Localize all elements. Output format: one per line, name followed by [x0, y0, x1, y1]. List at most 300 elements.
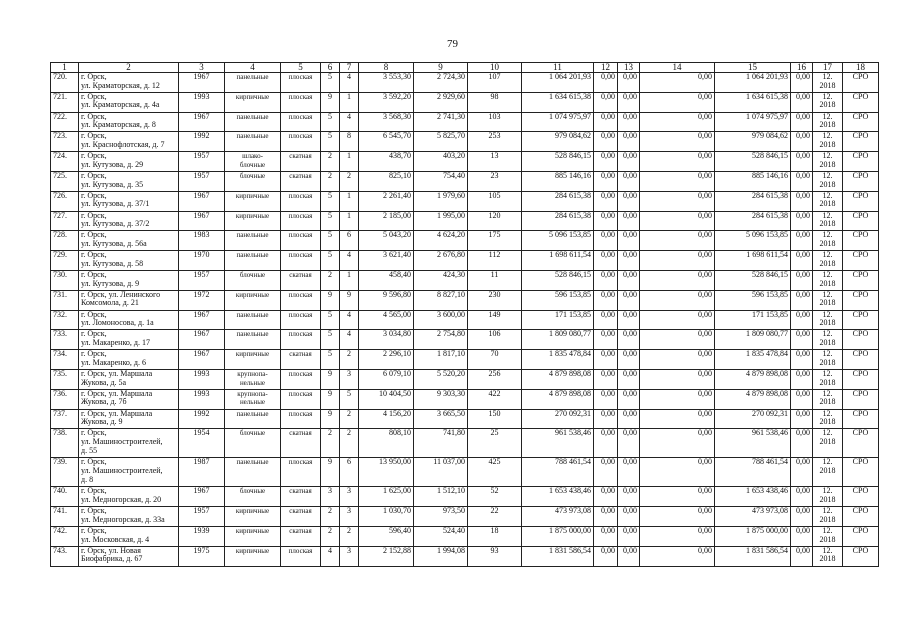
floors-cell: 5 — [321, 231, 340, 251]
table-row — [51, 171, 879, 191]
row-number: 725. — [51, 171, 79, 191]
cost-other-cell: 1 074 975,97 — [715, 112, 791, 132]
address-cell-line: г. Орск, — [81, 72, 107, 81]
amount-cell: 0,00 — [618, 507, 640, 527]
row-number: 727. — [51, 211, 79, 231]
period-cell-line: 2018 — [819, 397, 836, 407]
residents-cell: 22 — [468, 507, 522, 527]
wall-material-cell-line: кирпичные — [235, 211, 270, 220]
amount-cell: 0,00 — [618, 330, 640, 350]
address-cell-line: г. Орск, ул. Маршала — [81, 409, 153, 418]
cost-other-cell: 1 064 201,93 — [715, 73, 791, 93]
amount-cell: 0,00 — [640, 429, 715, 458]
table-row — [51, 112, 879, 132]
amount-cell: 0,00 — [791, 330, 813, 350]
total-area-cell: 1 030,70 — [359, 507, 414, 527]
column-number-row — [51, 63, 879, 73]
address-cell-line: г. Орск, — [81, 171, 107, 180]
cost-other-cell: 1 875 000,00 — [715, 526, 791, 546]
entrances-cell: 2 — [340, 526, 359, 546]
total-area-cell: 13 950,00 — [359, 458, 414, 487]
amount-cell: 0,00 — [618, 171, 640, 191]
amount-cell: 0,00 — [791, 546, 813, 566]
amount-cell: 0,00 — [594, 112, 618, 132]
period-cell-line: 12. — [822, 369, 833, 378]
cost-total-cell: 528 846,15 — [522, 152, 594, 172]
period-cell-line: 12. — [822, 389, 833, 398]
residents-cell: 18 — [468, 526, 522, 546]
floors-cell: 2 — [321, 171, 340, 191]
entrances-cell: 6 — [340, 231, 359, 251]
year-cell: 1957 — [179, 507, 225, 527]
total-area-cell: 10 404,50 — [359, 389, 414, 409]
roof-type-cell: плоская — [281, 112, 321, 132]
roof-type-cell: плоская — [281, 389, 321, 409]
address-cell-line: г. Орск, ул. Ленинского — [81, 290, 161, 299]
amount-cell: 0,00 — [791, 132, 813, 152]
cost-total-cell: 528 846,15 — [522, 270, 594, 290]
column-header: 16 — [791, 63, 813, 73]
period-cell — [813, 369, 843, 389]
floors-cell: 4 — [321, 546, 340, 566]
funding-source-cell: СРО — [843, 270, 879, 290]
amount-cell: 0,00 — [640, 526, 715, 546]
table-row — [51, 231, 879, 251]
amount-cell: 0,00 — [640, 290, 715, 310]
total-area-cell: 808,10 — [359, 429, 414, 458]
roof-type-cell: плоская — [281, 92, 321, 112]
address-cell-line: Комсомола, д. 21 — [81, 298, 139, 308]
amount-cell: 0,00 — [640, 409, 715, 429]
floors-cell: 5 — [321, 350, 340, 370]
period-cell — [813, 330, 843, 350]
wall-material-cell — [225, 191, 281, 211]
floors-cell: 2 — [321, 526, 340, 546]
address-cell-line: Жукова, д. 5а — [81, 377, 127, 387]
wall-material-cell-line: блочные — [239, 160, 266, 169]
column-header: 3 — [179, 63, 225, 73]
cost-total-cell: 171 153,85 — [522, 310, 594, 330]
period-cell-line: 2018 — [819, 436, 836, 446]
wall-material-cell-line: панельные — [236, 73, 269, 81]
row-number: 734. — [51, 350, 79, 370]
table-row — [51, 389, 879, 409]
address-cell-line: Жукова, д. 7б — [81, 397, 127, 407]
funding-source-cell: СРО — [843, 330, 879, 350]
year-cell: 1970 — [179, 251, 225, 271]
total-area-cell: 4 156,20 — [359, 409, 414, 429]
residents-cell: 103 — [468, 112, 522, 132]
address-cell — [79, 171, 179, 191]
total-area-cell: 2 261,40 — [359, 191, 414, 211]
period-cell — [813, 211, 843, 231]
row-number: 723. — [51, 132, 79, 152]
address-cell — [79, 152, 179, 172]
amount-cell: 0,00 — [640, 191, 715, 211]
amount-cell: 0,00 — [618, 369, 640, 389]
cost-total-cell: 270 092,31 — [522, 409, 594, 429]
amount-cell: 0,00 — [640, 487, 715, 507]
row-number: 736. — [51, 389, 79, 409]
roof-type-cell: скатная — [281, 487, 321, 507]
living-area-cell: 1 979,60 — [414, 191, 468, 211]
wall-material-cell — [225, 152, 281, 172]
roof-type-cell: плоская — [281, 546, 321, 566]
column-header: 7 — [340, 63, 359, 73]
wall-material-cell — [225, 290, 281, 310]
living-area-cell: 5 825,70 — [414, 132, 468, 152]
period-cell-line: 12. — [822, 486, 833, 496]
column-header: 18 — [843, 63, 879, 73]
residents-cell: 120 — [468, 211, 522, 231]
period-cell-line: 12. — [822, 230, 833, 240]
total-area-cell: 6 545,70 — [359, 132, 414, 152]
address-cell-line: г. Орск, ул. Новая — [81, 546, 141, 555]
amount-cell: 0,00 — [594, 546, 618, 566]
cost-total-cell: 1 698 611,54 — [522, 251, 594, 271]
period-cell — [813, 429, 843, 458]
column-header: 1 — [51, 63, 79, 73]
wall-material-cell-line: блочные — [239, 487, 266, 496]
entrances-cell: 4 — [340, 73, 359, 93]
amount-cell: 0,00 — [791, 429, 813, 458]
amount-cell: 0,00 — [618, 231, 640, 251]
cost-total-cell: 1 074 975,97 — [522, 112, 594, 132]
funding-source-cell: СРО — [843, 211, 879, 231]
address-cell-line: ул. Московская, д. 4 — [81, 534, 150, 544]
year-cell: 1983 — [179, 231, 225, 251]
living-area-cell: 1 817,10 — [414, 350, 468, 370]
address-cell-line: д. 55 — [81, 445, 98, 455]
address-cell-line: ул. Краматорская, д. 4а — [81, 100, 160, 110]
address-cell — [79, 92, 179, 112]
wall-material-cell — [225, 92, 281, 112]
wall-material-cell-line: панельные — [236, 409, 269, 418]
row-number: 722. — [51, 112, 79, 132]
address-cell-line: ул. Кутузова, д. 37/1 — [81, 199, 150, 209]
address-cell-line: ул. Краснофлотская, д. 7 — [81, 139, 165, 149]
amount-cell: 0,00 — [618, 526, 640, 546]
cost-total-cell: 1 875 000,00 — [522, 526, 594, 546]
table-row — [51, 429, 879, 458]
address-cell — [79, 310, 179, 330]
cost-other-cell: 1 634 615,38 — [715, 92, 791, 112]
amount-cell: 0,00 — [640, 171, 715, 191]
wall-material-cell-line: панельные — [236, 251, 269, 260]
period-cell-line: 2018 — [819, 199, 836, 209]
address-cell-line: ул. Ломоносова, д. 1а — [81, 318, 154, 328]
amount-cell: 0,00 — [640, 458, 715, 487]
wall-material-cell — [225, 526, 281, 546]
wall-material-cell — [225, 350, 281, 370]
living-area-cell: 4 624,20 — [414, 231, 468, 251]
wall-material-cell-line: панельные — [236, 310, 269, 319]
residents-cell: 149 — [468, 310, 522, 330]
amount-cell: 0,00 — [640, 152, 715, 172]
wall-material-cell-line: блочные — [239, 171, 266, 180]
amount-cell: 0,00 — [791, 251, 813, 271]
address-cell-line: г. Орск, — [81, 250, 107, 260]
address-cell-line: ул. Машиностроителей, — [81, 436, 163, 446]
amount-cell: 0,00 — [791, 73, 813, 93]
residents-cell: 107 — [468, 73, 522, 93]
table-row — [51, 526, 879, 546]
roof-type-cell: плоская — [281, 290, 321, 310]
amount-cell: 0,00 — [618, 290, 640, 310]
wall-material-cell — [225, 409, 281, 429]
funding-source-cell: СРО — [843, 507, 879, 527]
year-cell: 1957 — [179, 270, 225, 290]
address-cell-line: ул. Медногорская, д. 20 — [81, 494, 162, 504]
wall-material-cell-line: панельные — [236, 231, 269, 240]
period-cell-line: 12. — [822, 191, 833, 200]
period-cell-line: 12. — [822, 349, 833, 359]
table-row — [51, 546, 879, 566]
living-area-cell: 403,20 — [414, 152, 468, 172]
roof-type-cell: плоская — [281, 409, 321, 429]
amount-cell: 0,00 — [618, 350, 640, 370]
period-cell-line: 2018 — [819, 179, 836, 189]
period-cell — [813, 507, 843, 527]
amount-cell: 0,00 — [791, 369, 813, 389]
amount-cell: 0,00 — [594, 132, 618, 152]
roof-type-cell: плоская — [281, 211, 321, 231]
address-cell-line: ул. Кутузова, д. 35 — [81, 179, 144, 189]
amount-cell: 0,00 — [594, 458, 618, 487]
residents-cell: 175 — [468, 231, 522, 251]
amount-cell: 0,00 — [618, 132, 640, 152]
row-number: 737. — [51, 409, 79, 429]
year-cell: 1972 — [179, 290, 225, 310]
row-number: 726. — [51, 191, 79, 211]
cost-other-cell: 788 461,54 — [715, 458, 791, 487]
entrances-cell: 6 — [340, 458, 359, 487]
wall-material-cell — [225, 132, 281, 152]
entrances-cell: 4 — [340, 112, 359, 132]
floors-cell: 9 — [321, 389, 340, 409]
row-number: 720. — [51, 73, 79, 93]
address-cell-line: г. Орск, — [81, 526, 107, 535]
amount-cell: 0,00 — [640, 251, 715, 271]
table-row — [51, 487, 879, 507]
amount-cell: 0,00 — [594, 290, 618, 310]
residents-cell: 150 — [468, 409, 522, 429]
amount-cell: 0,00 — [791, 211, 813, 231]
floors-cell: 2 — [321, 429, 340, 458]
period-cell-line: 2018 — [819, 80, 836, 90]
period-cell — [813, 112, 843, 132]
amount-cell: 0,00 — [640, 231, 715, 251]
wall-material-cell — [225, 73, 281, 93]
period-cell-line: 2018 — [819, 514, 836, 524]
amount-cell: 0,00 — [594, 429, 618, 458]
residents-cell: 106 — [468, 330, 522, 350]
wall-material-cell — [225, 369, 281, 389]
entrances-cell: 4 — [340, 330, 359, 350]
amount-cell: 0,00 — [640, 546, 715, 566]
funding-source-cell: СРО — [843, 231, 879, 251]
amount-cell: 0,00 — [618, 429, 640, 458]
wall-material-cell — [225, 251, 281, 271]
cost-other-cell: 5 096 153,85 — [715, 231, 791, 251]
wall-material-cell — [225, 389, 281, 409]
address-cell-line: Биофабрика, д. 67 — [81, 554, 143, 564]
period-cell-line: 2018 — [819, 298, 836, 308]
row-number: 729. — [51, 251, 79, 271]
roof-type-cell: плоская — [281, 231, 321, 251]
residents-cell: 425 — [468, 458, 522, 487]
address-cell — [79, 132, 179, 152]
table-row — [51, 132, 879, 152]
floors-cell: 2 — [321, 270, 340, 290]
entrances-cell: 5 — [340, 389, 359, 409]
period-cell — [813, 251, 843, 271]
cost-total-cell: 1 653 438,46 — [522, 487, 594, 507]
period-cell-line: 2018 — [819, 357, 836, 367]
amount-cell: 0,00 — [640, 211, 715, 231]
table-row — [51, 507, 879, 527]
year-cell: 1957 — [179, 171, 225, 191]
period-cell-line: 12. — [822, 112, 833, 121]
period-cell-line: 2018 — [819, 494, 836, 504]
cost-other-cell: 1 809 080,77 — [715, 330, 791, 350]
address-cell — [79, 73, 179, 93]
cost-total-cell: 1 634 615,38 — [522, 92, 594, 112]
amount-cell: 0,00 — [618, 409, 640, 429]
period-cell-line: 12. — [822, 329, 833, 339]
total-area-cell: 3 592,20 — [359, 92, 414, 112]
year-cell: 1967 — [179, 350, 225, 370]
roof-type-cell: скатная — [281, 526, 321, 546]
row-number: 732. — [51, 310, 79, 330]
amount-cell: 0,00 — [640, 73, 715, 93]
amount-cell: 0,00 — [594, 270, 618, 290]
floors-cell: 9 — [321, 409, 340, 429]
period-cell — [813, 171, 843, 191]
living-area-cell: 1 994,08 — [414, 546, 468, 566]
column-header: 17 — [813, 63, 843, 73]
amount-cell: 0,00 — [594, 211, 618, 231]
address-cell-line: ул. Краматорская, д. 12 — [81, 80, 160, 90]
wall-material-cell-line: кирпичные — [235, 191, 270, 200]
cost-other-cell: 596 153,85 — [715, 290, 791, 310]
period-cell-line: 2018 — [819, 465, 836, 475]
address-cell-line: г. Орск, — [81, 112, 107, 121]
period-cell-line: 2018 — [819, 100, 836, 110]
year-cell: 1957 — [179, 152, 225, 172]
amount-cell: 0,00 — [791, 171, 813, 191]
address-cell-line: г. Орск, — [81, 211, 107, 220]
floors-cell: 5 — [321, 191, 340, 211]
period-cell — [813, 409, 843, 429]
amount-cell: 0,00 — [618, 310, 640, 330]
amount-cell: 0,00 — [791, 112, 813, 132]
period-cell-line: 2018 — [819, 219, 836, 229]
address-cell-line: ул. Краматорская, д. 8 — [81, 120, 156, 130]
wall-material-cell-line: крупнопа- — [237, 369, 268, 378]
wall-material-cell — [225, 330, 281, 350]
amount-cell: 0,00 — [594, 171, 618, 191]
table-row — [51, 409, 879, 429]
table-row — [51, 73, 879, 93]
period-cell — [813, 290, 843, 310]
amount-cell: 0,00 — [594, 526, 618, 546]
address-cell-line: г. Орск, — [81, 506, 107, 516]
amount-cell: 0,00 — [618, 191, 640, 211]
funding-source-cell: СРО — [843, 409, 879, 429]
period-cell — [813, 92, 843, 112]
cost-other-cell: 1 831 586,54 — [715, 546, 791, 566]
wall-material-cell — [225, 507, 281, 527]
amount-cell: 0,00 — [640, 132, 715, 152]
table-row — [51, 270, 879, 290]
amount-cell: 0,00 — [791, 458, 813, 487]
period-cell-line: 12. — [822, 290, 833, 299]
living-area-cell: 11 037,00 — [414, 458, 468, 487]
wall-material-cell-line: кирпичные — [235, 526, 270, 535]
entrances-cell: 2 — [340, 350, 359, 370]
address-cell-line: г. Орск, ул. Маршала — [81, 369, 153, 378]
row-number: 743. — [51, 546, 79, 566]
floors-cell: 9 — [321, 369, 340, 389]
period-cell — [813, 270, 843, 290]
address-cell — [79, 546, 179, 566]
row-number: 733. — [51, 330, 79, 350]
funding-source-cell: СРО — [843, 191, 879, 211]
amount-cell: 0,00 — [594, 487, 618, 507]
page-number: 79 — [447, 38, 458, 50]
entrances-cell: 3 — [340, 507, 359, 527]
total-area-cell: 438,70 — [359, 152, 414, 172]
period-cell-line: 2018 — [819, 159, 836, 169]
entrances-cell: 1 — [340, 211, 359, 231]
amount-cell: 0,00 — [618, 152, 640, 172]
cost-total-cell: 1 809 080,77 — [522, 330, 594, 350]
address-cell-line: ул. Кутузова, д. 29 — [81, 159, 144, 169]
cost-other-cell: 961 538,46 — [715, 429, 791, 458]
table-row — [51, 369, 879, 389]
cost-total-cell: 1 064 201,93 — [522, 73, 594, 93]
address-cell — [79, 270, 179, 290]
period-cell-line: 2018 — [819, 318, 836, 328]
cost-other-cell: 473 973,08 — [715, 507, 791, 527]
living-area-cell: 741,80 — [414, 429, 468, 458]
year-cell: 1992 — [179, 409, 225, 429]
amount-cell: 0,00 — [618, 458, 640, 487]
total-area-cell: 6 079,10 — [359, 369, 414, 389]
amount-cell: 0,00 — [791, 191, 813, 211]
address-cell-line: ул. Кутузова, д. 56а — [81, 238, 147, 248]
period-cell — [813, 546, 843, 566]
funding-source-cell: СРО — [843, 251, 879, 271]
period-cell-line: 12. — [822, 250, 833, 260]
address-cell — [79, 330, 179, 350]
period-cell-line: 12. — [822, 428, 833, 438]
address-cell-line: Жукова, д. 9 — [81, 417, 123, 427]
cost-other-cell: 528 846,15 — [715, 270, 791, 290]
entrances-cell: 2 — [340, 409, 359, 429]
cost-total-cell: 4 879 898,08 — [522, 369, 594, 389]
column-header: 6 — [321, 63, 340, 73]
address-cell — [79, 290, 179, 310]
floors-cell: 2 — [321, 507, 340, 527]
table-row — [51, 290, 879, 310]
funding-source-cell: СРО — [843, 132, 879, 152]
wall-material-cell-line: блочные — [239, 270, 266, 279]
total-area-cell: 5 043,20 — [359, 231, 414, 251]
floors-cell: 9 — [321, 92, 340, 112]
floors-cell: 5 — [321, 73, 340, 93]
